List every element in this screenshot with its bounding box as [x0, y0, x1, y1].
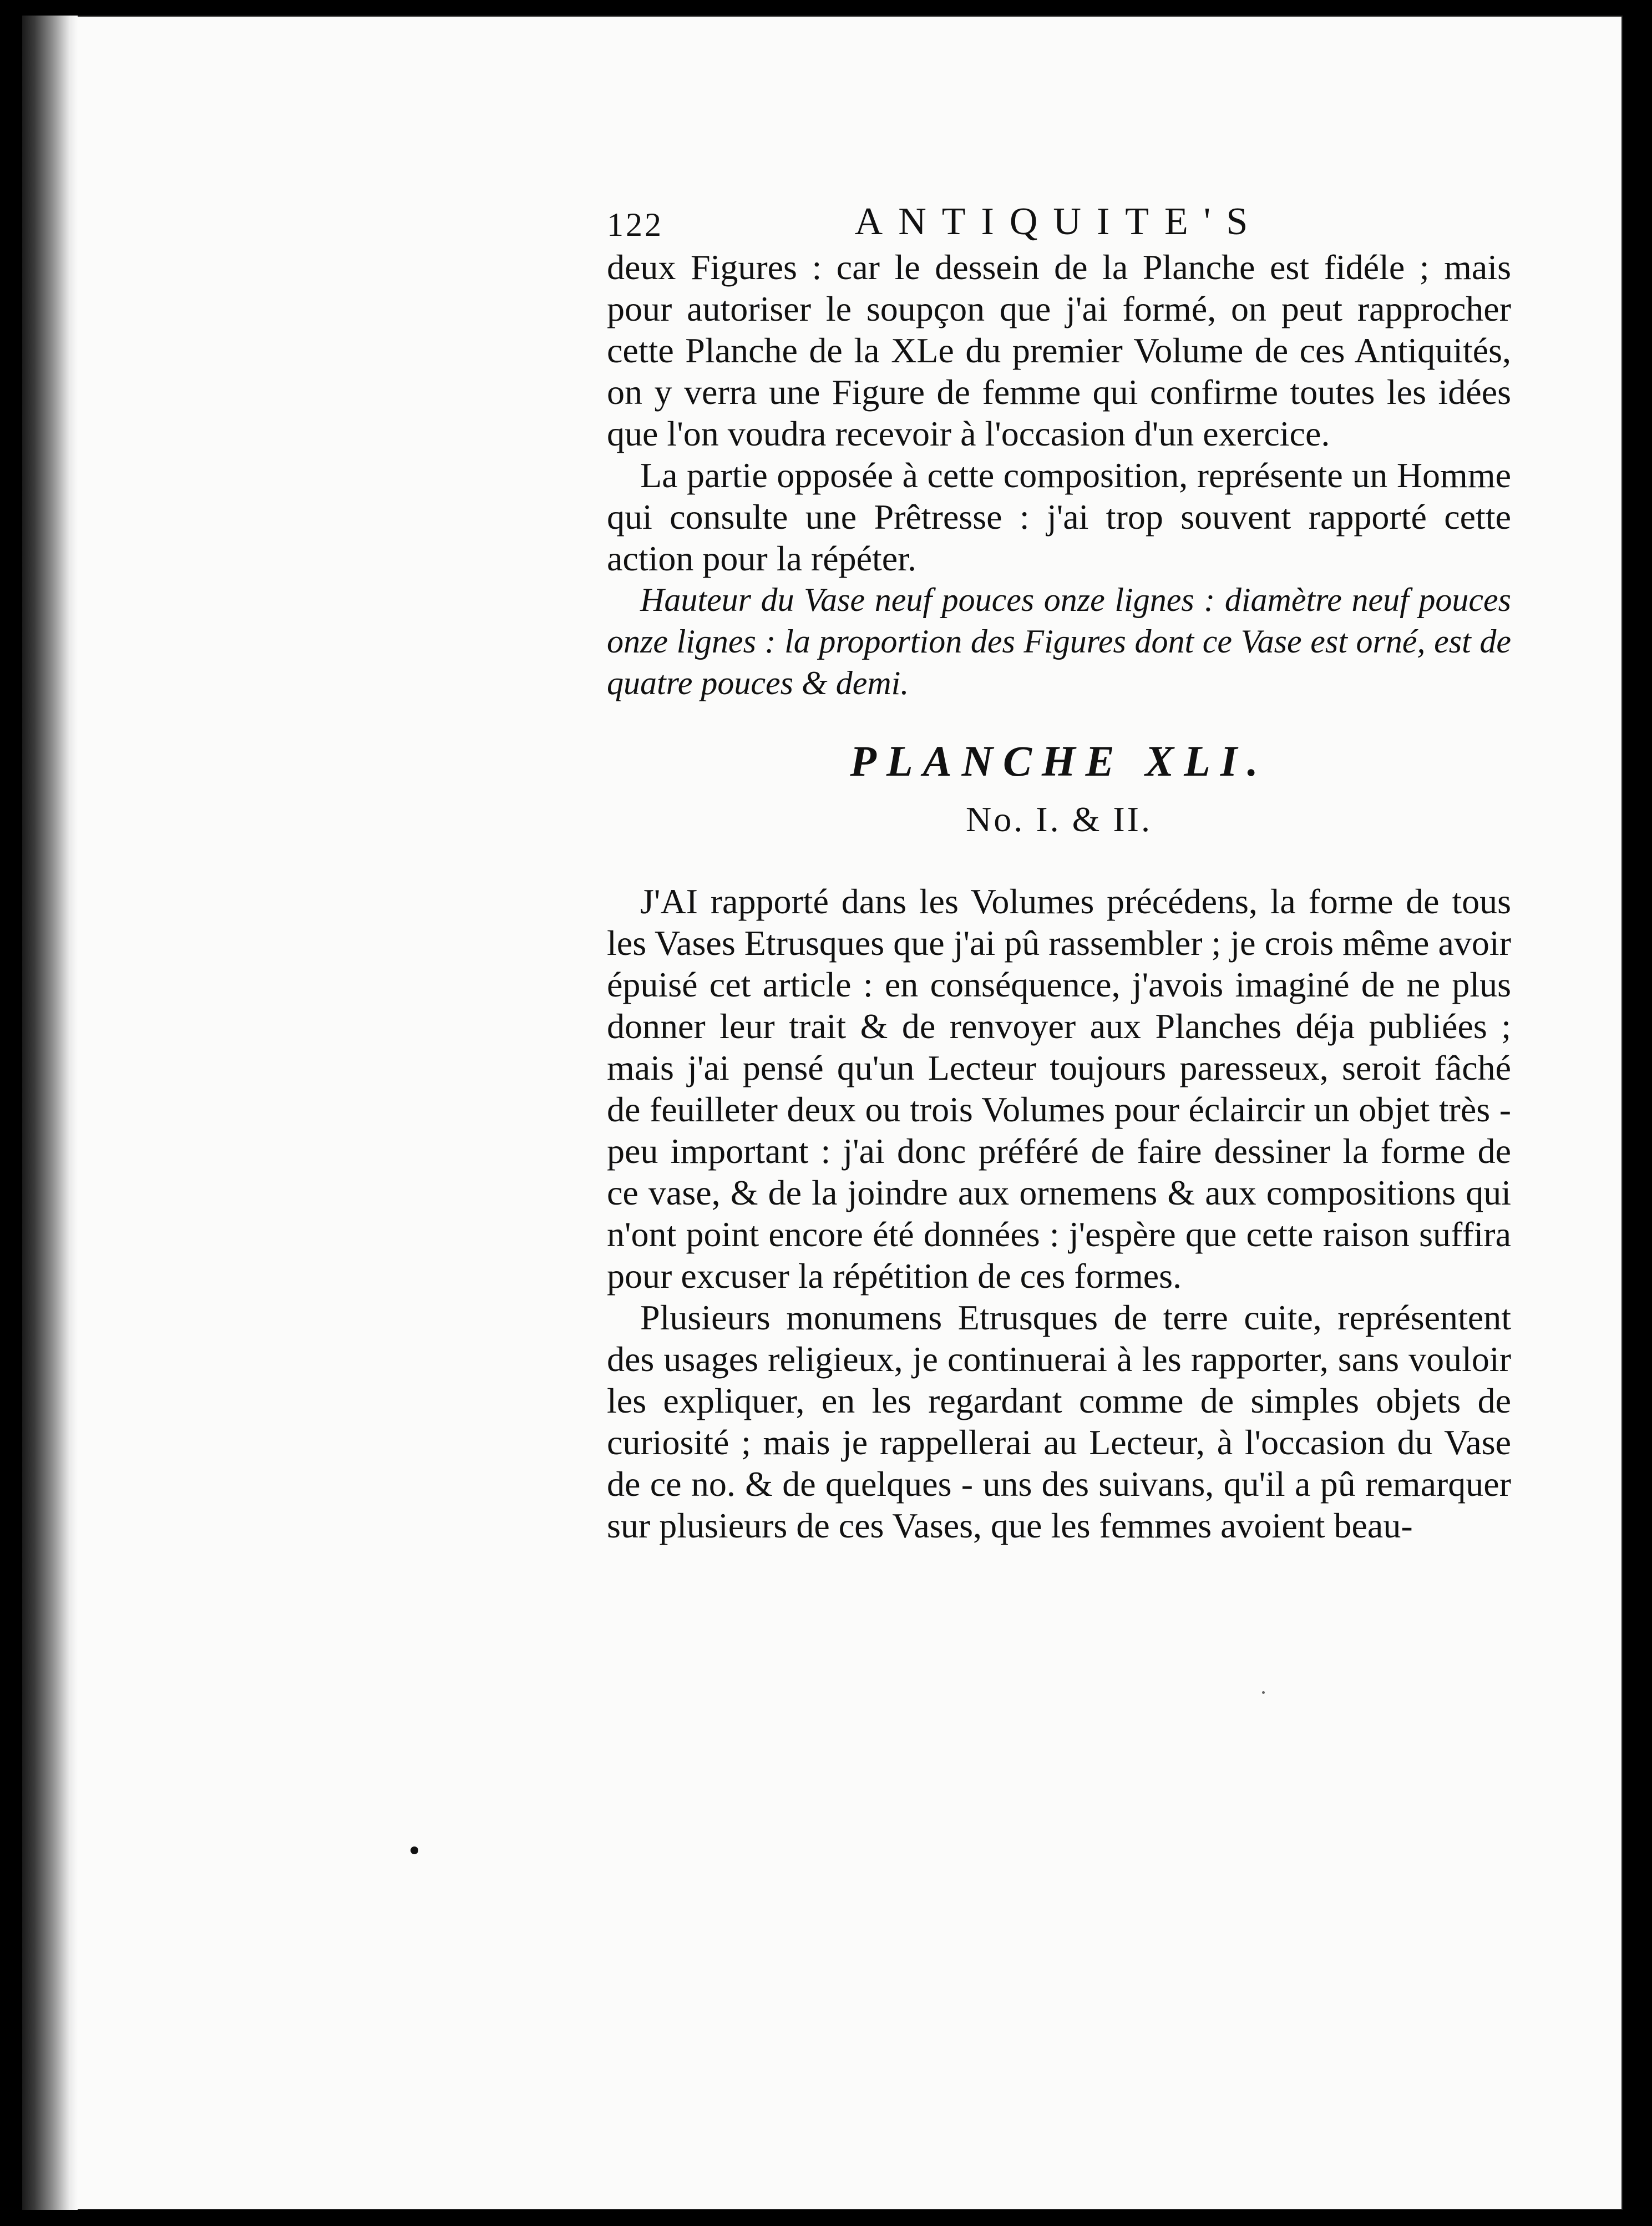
paragraph-vase-forms: J'AI rapporté dans les Volumes précédens, la forme de tous les Vases Etrusques que j'ai pû rassembler ; je crois même avoir épuisé cet article : en conséquence, j'avois imaginé de ne plus donner leur trait & de renvoyer aux Planches déja publiées ; mais j'ai pensé qu'un Lecteur toujours paresseux, seroit fâché de feuilleter deux ou trois Volumes pour éclaircir un objet très - peu important : j'ai donc préféré de faire dessiner la forme de ce vase, & de la joindre aux ornemens & aux compositions qui n'ont point encore été données : j'espère que cette raison suffira pour excuser la répétition de ces formes.: [607, 882, 1511, 1296]
running-title: ANTIQUITE'S: [854, 200, 1264, 243]
paragraph-religious-usages: Plusieurs monumens Etrusques de terre cuite, représentent des usages religieux, je continuerai à les rapporter, sans vouloir les expliquer, en les regardant comme de simples objets de curiosité ; mais je rappellerai au Lecteur, à l'occasion du Vase de ce no. & de quelques - uns des suivans, qu'il a pû remarquer sur plusieurs de ces Vases, que les femmes avoient beau-: [607, 1298, 1511, 1545]
running-head: [607, 201, 1511, 246]
plate-numbers: No. I. & II.: [966, 800, 1152, 839]
paragraph-opposite-side: La partie opposée à cette composition, représente un Homme qui consulte une Prêtresse : j'ai trop souvent rapporté cette action pour la répéter.: [607, 456, 1511, 578]
page-sheet: [22, 16, 1623, 2210]
text-column: [607, 201, 1511, 1546]
ink-speck: [411, 1846, 418, 1854]
ink-speck: [1262, 1691, 1265, 1694]
page-number: 122: [607, 206, 663, 243]
vase-dimensions-note: Hauteur du Vase neuf pouces onze lignes : diamètre neuf pouces onze lignes : la proportion des Figures dont ce Vase est orné, est de quatre pouces & demi.: [607, 581, 1511, 701]
plate-heading: PLANCHE XLI.: [850, 737, 1268, 785]
binding-gutter-shadow: [22, 16, 78, 2210]
paragraph-continuation: deux Figures : car le dessein de la Planche est fidéle ; mais pour autoriser le soupçon que j'ai formé, on peut rapprocher cette Planche de la XLe du premier Volume de ces Antiquités, on y verra une Figure de femme qui confirme toutes les idées que l'on voudra recevoir à l'occasion d'un exercice.: [607, 247, 1511, 453]
